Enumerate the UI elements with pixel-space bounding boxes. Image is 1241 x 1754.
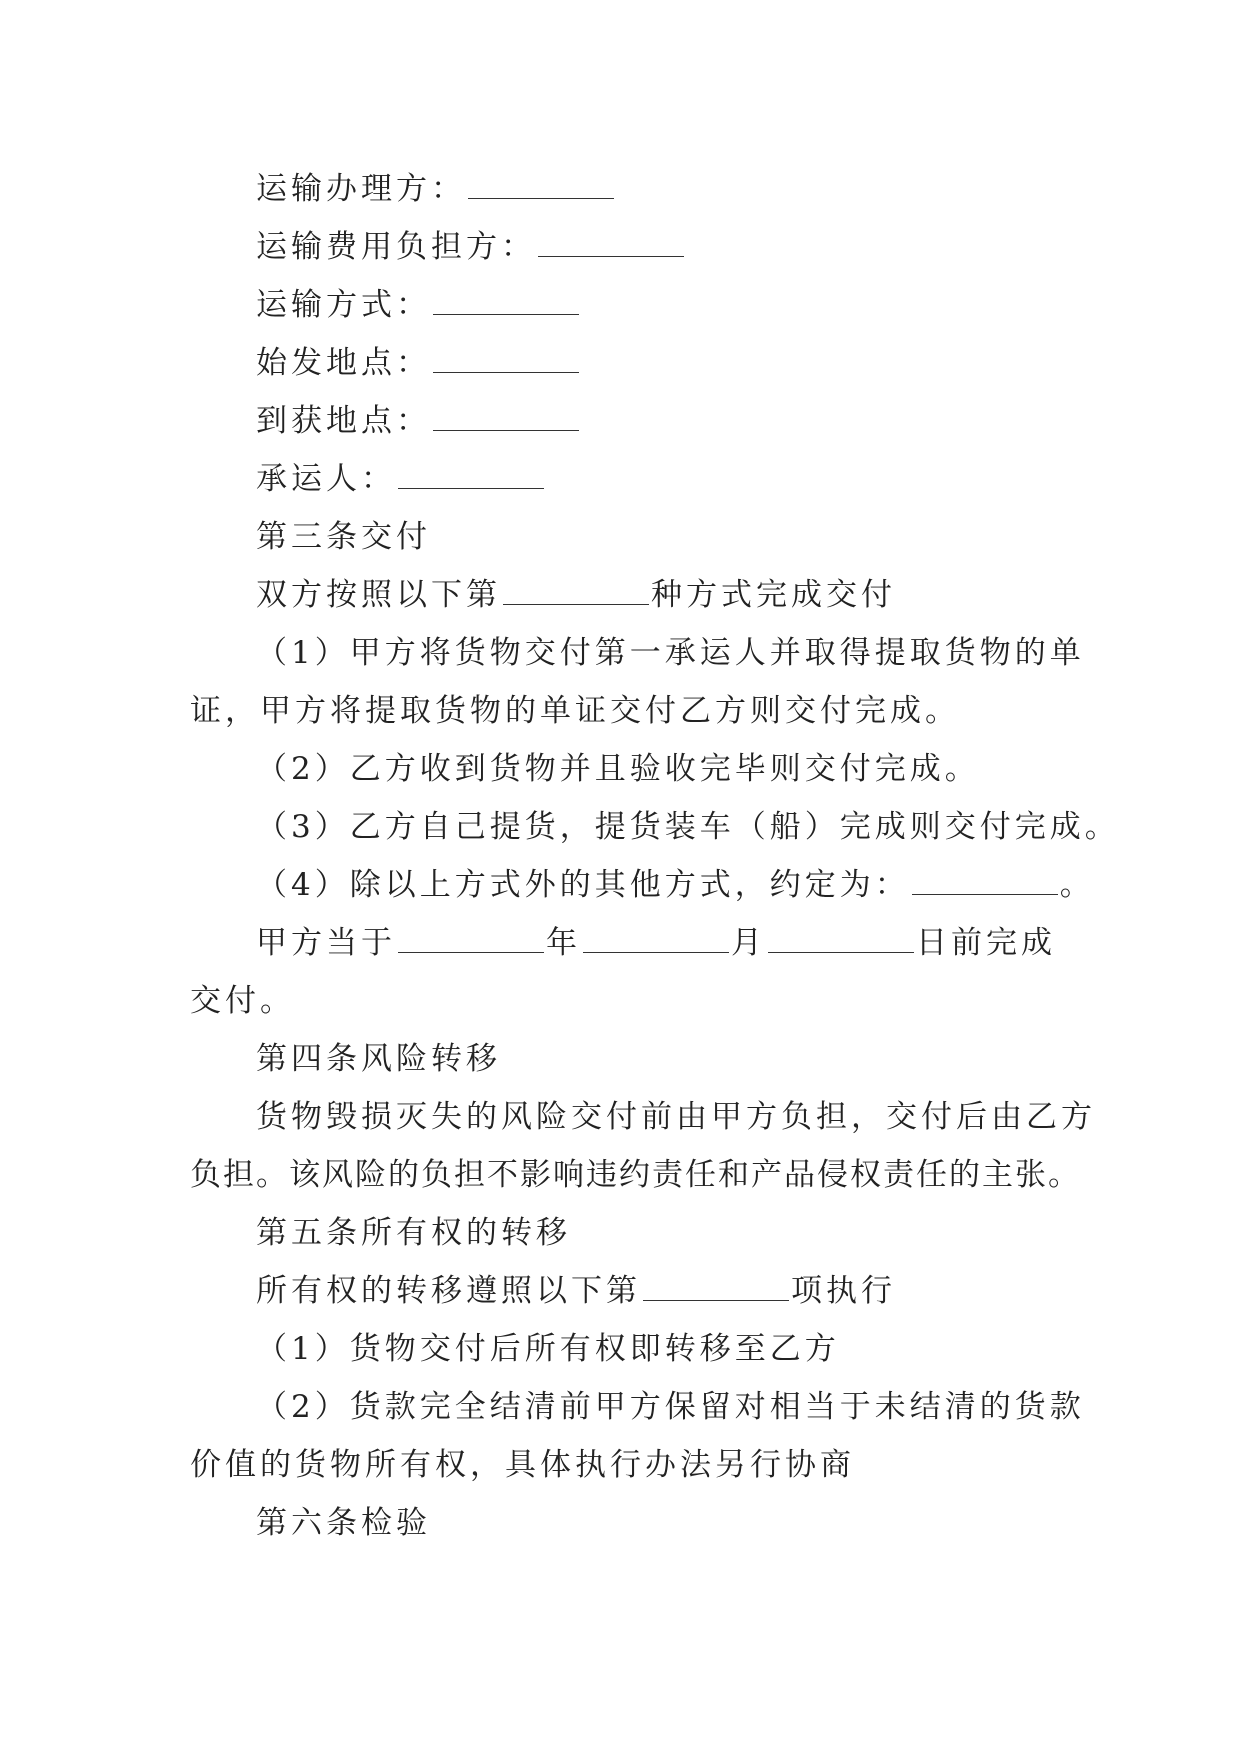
blank-field[interactable] xyxy=(503,578,649,605)
article4-l1: 货物毁损灭失的风险交付前由甲方负担，交付后由乙方 xyxy=(256,1099,1096,1135)
text: （4）除以上方式外的其他方式，约定为： xyxy=(256,867,910,903)
blank-field[interactable] xyxy=(433,288,579,315)
document-body xyxy=(190,160,1120,1552)
blank-field[interactable] xyxy=(433,404,579,431)
text: 。 xyxy=(1059,867,1095,903)
label: 运输费用负担方： xyxy=(256,229,536,265)
article5-item1: （1）货物交付后所有权即转移至乙方 xyxy=(256,1331,840,1367)
origin-line xyxy=(190,334,1060,392)
article3-item1-cont: 证，甲方将提取货物的单证交付乙方则交付完成。 xyxy=(190,693,960,729)
text: 甲方当于 xyxy=(256,925,396,961)
article5-item2-cont: 价值的货物所有权，具体执行办法另行协商 xyxy=(190,1447,855,1483)
blank-field[interactable] xyxy=(912,868,1058,895)
label: 承运人： xyxy=(256,461,396,497)
blank-field[interactable] xyxy=(583,926,729,953)
article5-item2: （2）货款完全结清前甲方保留对相当于未结清的货款 xyxy=(256,1389,1085,1425)
blank-field[interactable] xyxy=(468,172,614,199)
transport-cost-line xyxy=(190,218,1060,276)
article3-title: 第三条交付 xyxy=(256,519,431,555)
carrier-line xyxy=(190,450,1060,508)
text: 双方按照以下第 xyxy=(256,577,501,613)
transport-method-line xyxy=(190,276,1060,334)
article5-title: 第五条所有权的转移 xyxy=(256,1215,571,1251)
text: 种方式完成交付 xyxy=(651,577,896,613)
text: 年 xyxy=(546,925,581,961)
label: 始发地点： xyxy=(256,345,431,381)
article3-choose-line xyxy=(190,566,1060,624)
destination-line xyxy=(190,392,1060,450)
blank-field[interactable] xyxy=(433,346,579,373)
article3-item2: （2）乙方收到货物并且验收完毕则交付完成。 xyxy=(256,751,980,787)
article3-item3: （3）乙方自己提货，提货装车（船）完成则交付完成。 xyxy=(256,809,1120,845)
blank-field[interactable] xyxy=(398,462,544,489)
text: 月 xyxy=(731,925,766,961)
article5-choose-line xyxy=(190,1262,1060,1320)
blank-field[interactable] xyxy=(538,230,684,257)
text: 日前完成 xyxy=(916,925,1056,961)
transport-handler-line xyxy=(190,160,1060,218)
label: 到获地点： xyxy=(256,403,431,439)
article4-title: 第四条风险转移 xyxy=(256,1041,501,1077)
blank-field[interactable] xyxy=(398,926,544,953)
article4-l2: 负担。该风险的负担不影响违约责任和产品侵权责任的主张。 xyxy=(190,1157,1081,1193)
blank-field[interactable] xyxy=(768,926,914,953)
label: 运输办理方： xyxy=(256,171,466,207)
article3-deadline xyxy=(190,914,1060,972)
article6-title: 第六条检验 xyxy=(256,1505,431,1541)
article3-item1: （1）甲方将货物交付第一承运人并取得提取货物的单 xyxy=(256,635,1085,671)
label: 运输方式： xyxy=(256,287,431,323)
article3-deadline-cont: 交付。 xyxy=(190,983,295,1019)
text: 所有权的转移遵照以下第 xyxy=(256,1273,641,1309)
article3-item4 xyxy=(190,856,1095,914)
text: 项执行 xyxy=(791,1273,896,1309)
blank-field[interactable] xyxy=(643,1274,789,1301)
